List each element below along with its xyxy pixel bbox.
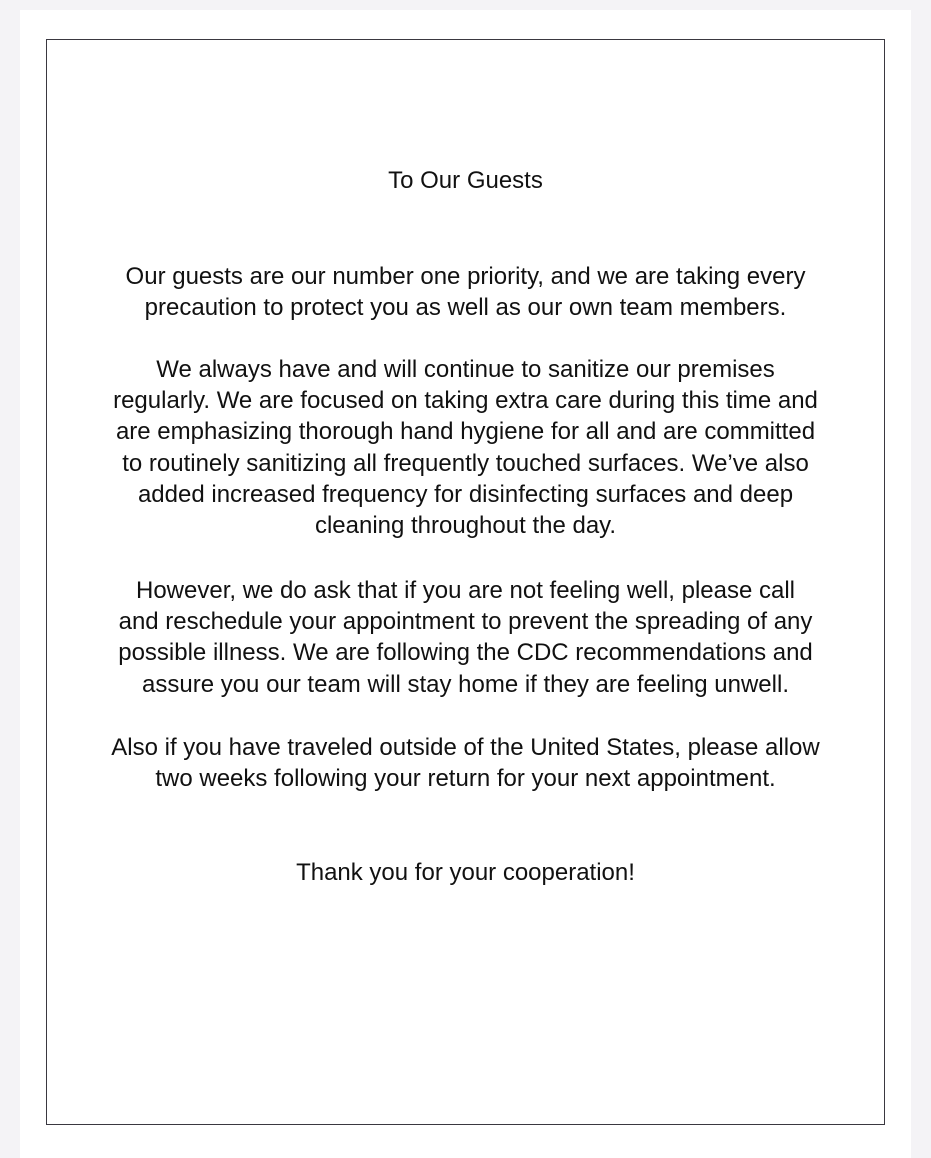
text-line: Our guests are our number one priority, and we are taking every <box>125 263 806 290</box>
text-line: and reschedule your appointment to prevent the spreading of any <box>118 608 813 636</box>
paragraph-priority <box>0 261 931 323</box>
paragraph-sanitize <box>0 354 931 541</box>
text-line: cleaning throughout the day. <box>314 512 617 540</box>
document-title: To Our Guests <box>388 167 543 194</box>
text-line: We always have and will continue to sanitize our premises <box>156 356 775 383</box>
text-line: two weeks following your return for your next appointment. <box>155 765 776 793</box>
text-line: However, we do ask that if you are not feeling well, please call <box>135 577 796 604</box>
paragraph-travel <box>0 732 931 794</box>
text-line: Also if you have traveled outside of the United States, please allow <box>111 734 820 761</box>
text-line: possible illness. We are following the CDC recommendations and <box>118 639 813 667</box>
text-line: assure you our team will stay home if they are feeling unwell. <box>142 670 789 698</box>
text-line: regularly. We are focused on taking extra care during this time and <box>113 387 818 415</box>
text-line: precaution to protect you as well as our own team members. <box>144 294 787 322</box>
text-line: to routinely sanitizing all frequently touched surfaces. We’ve also <box>122 449 809 477</box>
paragraph-illness <box>0 575 931 700</box>
text-line: added increased frequency for disinfecting surfaces and deep <box>137 480 794 508</box>
closing-line: Thank you for your cooperation! <box>296 859 635 886</box>
text-line: are emphasizing thorough hand hygiene for all and are committed <box>115 418 816 446</box>
